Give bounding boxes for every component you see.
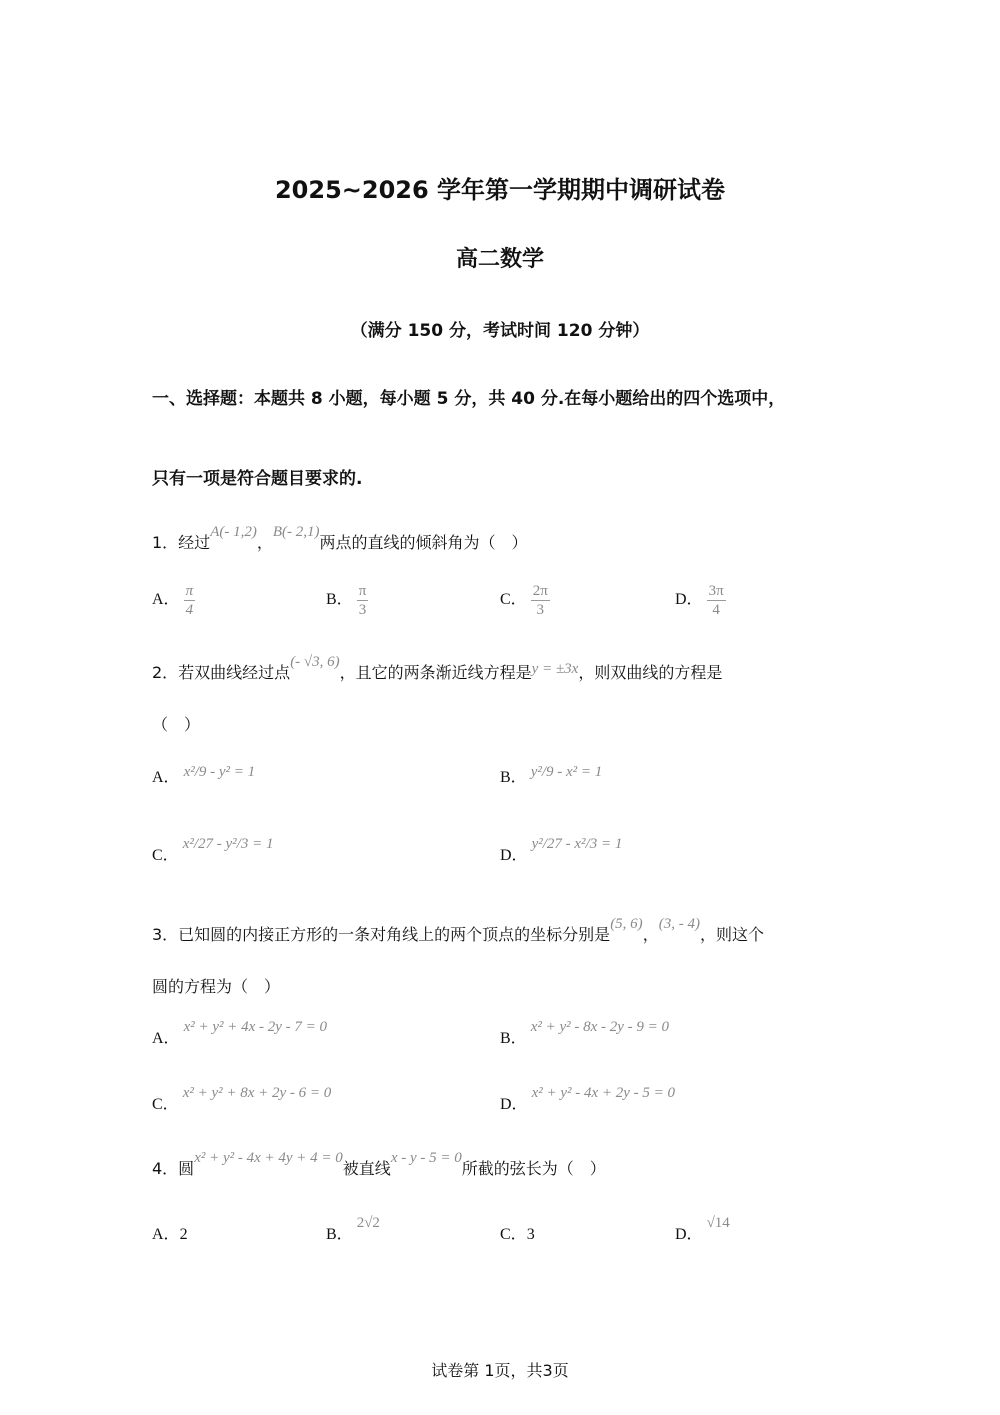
q1-option-b-label: B． <box>326 591 353 609</box>
q3-option-c-expr: x² + y² + 8x + 2y - 6 = 0 <box>182 1085 332 1101</box>
q2-option-b-label: B． <box>500 769 527 786</box>
q3-option-d-label: D． <box>500 1096 528 1113</box>
q2-option-a <box>152 764 255 787</box>
q2-option-c-label: C． <box>152 847 179 864</box>
q1-stem-a: 1．经过 <box>152 533 211 552</box>
q4-stem-c: 所截的弦长为（ ） <box>461 1159 606 1178</box>
q1-point-a: A(- 1,2) <box>210 524 257 540</box>
q4-option-a-value: 2 <box>179 1226 188 1243</box>
q3-option-b <box>500 1019 670 1048</box>
q3-comma: ， <box>642 925 659 944</box>
q3-option-c <box>152 1085 332 1114</box>
q2-asymptote: y = ±3x <box>531 661 579 677</box>
q3-stem-a: 3．已知圆的内接正方形的一条对角线上的两个顶点的坐标分别是 <box>152 925 611 944</box>
q1-stem-b: 两点的直线的倾斜角为（ ） <box>319 533 528 552</box>
question-3 <box>152 916 764 945</box>
q3-option-a-expr: x² + y² + 4x - 2y - 7 = 0 <box>183 1019 328 1035</box>
q4-option-c-label: C． <box>500 1226 527 1243</box>
q4-option-d-label: D． <box>675 1226 703 1243</box>
question-4 <box>152 1150 606 1179</box>
q2-stem-b: ，且它的两条渐近线方程是 <box>339 663 532 682</box>
q2-option-b <box>500 764 602 787</box>
q4-option-c-value: 3 <box>526 1226 535 1243</box>
question-2 <box>152 654 723 683</box>
q2-option-a-label: A． <box>152 769 180 786</box>
q4-option-a-label: A． <box>152 1226 180 1243</box>
q4-option-b-label: B． <box>326 1226 353 1243</box>
q2-option-d-expr: y²/27 - x²/3 = 1 <box>531 836 623 852</box>
q1-option-d-fraction: $\frac{3\pi}{4}$ <box>708 583 724 618</box>
q1-point-b: B(- 2,1) <box>272 524 320 540</box>
q2-option-a-expr: x²/9 - y² = 1 <box>183 764 256 780</box>
q1-option-c-fraction: $\frac{2\pi}{3}$ <box>532 583 548 618</box>
q1-option-c <box>500 582 550 619</box>
q1-option-b <box>326 582 368 619</box>
q3-point-b: (3, - 4) <box>658 916 700 932</box>
q4-circle-eq: x² + y² - 4x + 4y + 4 = 0 <box>194 1150 343 1166</box>
q2-point: (- √3, 6) <box>290 654 340 670</box>
q1-comma: ， <box>256 533 273 552</box>
q4-option-a <box>152 1221 188 1244</box>
q4-option-d-value: √14 <box>706 1215 730 1231</box>
q4-option-b-value: 2√2 <box>356 1215 380 1231</box>
q3-option-d <box>500 1085 676 1114</box>
q2-option-c-expr: x²/27 - y²/3 = 1 <box>182 836 274 852</box>
section-heading-line1: 一、选择题：本题共 8 小题，每小题 5 分，共 40 分.在每小题给出的四个选项中， <box>152 389 786 409</box>
q2-stem-c: ，则双曲线的方程是 <box>578 663 723 682</box>
q2-option-d <box>500 836 623 865</box>
q1-option-c-label: C． <box>500 591 527 609</box>
q4-stem-b: 被直线 <box>342 1159 391 1178</box>
q4-option-d <box>675 1215 730 1244</box>
exam-title: 2025~2026 学年第一学期期中调研试卷 <box>274 176 726 204</box>
question-1 <box>152 524 528 553</box>
q3-option-c-label: C． <box>152 1096 179 1113</box>
q1-option-d-label: D． <box>675 591 703 609</box>
q2-option-b-expr: y²/9 - x² = 1 <box>530 764 603 780</box>
subject-title: 高二数学 <box>455 247 544 272</box>
q3-option-a <box>152 1019 328 1048</box>
q3-point-a: (5, 6) <box>610 916 643 932</box>
q3-option-a-label: A． <box>152 1030 180 1047</box>
section-heading-line2: 只有一项是符合题目要求的. <box>152 469 363 489</box>
q1-option-a <box>152 582 195 619</box>
q3-option-b-label: B． <box>500 1030 527 1047</box>
q4-option-b <box>326 1215 380 1244</box>
page-footer: 试卷第 1页，共3页 <box>431 1361 569 1380</box>
q2-option-c <box>152 836 274 865</box>
q2-stem-a: 2．若双曲线经过点 <box>152 663 291 682</box>
score-time-note: （满分 150 分，考试时间 120 分钟） <box>350 321 650 341</box>
q4-line-eq: x - y - 5 = 0 <box>390 1150 462 1166</box>
q1-option-a-label: A． <box>152 591 180 609</box>
q3-option-d-expr: x² + y² - 4x + 2y - 5 = 0 <box>531 1085 676 1101</box>
q4-option-c <box>500 1221 535 1244</box>
q3-stem-c: 圆的方程为（ ） <box>152 977 281 996</box>
q1-option-d <box>675 582 726 619</box>
q1-option-b-fraction: $\frac{\pi}{3}$ <box>358 583 367 618</box>
q4-stem-a: 4．圆 <box>152 1159 195 1178</box>
q1-option-a-fraction: $\frac{\pi}{4}$ <box>185 583 194 618</box>
q3-stem-b: ，则这个 <box>699 925 764 944</box>
q2-stem-d: （ ） <box>152 715 201 734</box>
q2-option-d-label: D． <box>500 847 528 864</box>
q3-option-b-expr: x² + y² - 8x - 2y - 9 = 0 <box>530 1019 670 1035</box>
